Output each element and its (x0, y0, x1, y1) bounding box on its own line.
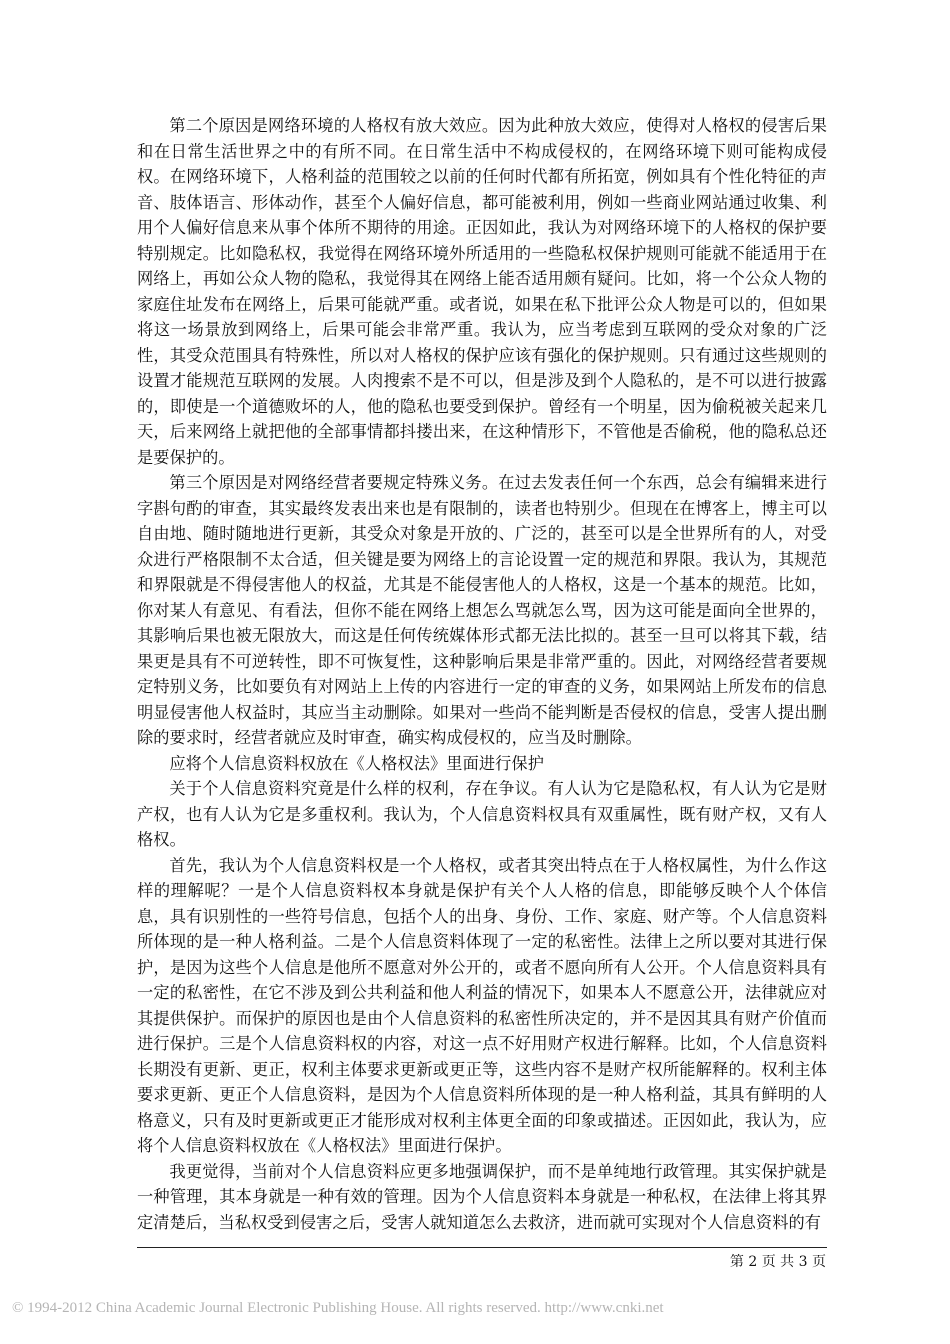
copyright-notice: © 1994-2012 China Academic Journal Electronic Publishing House. All rights reserved. http://www.cnki.net (12, 1300, 664, 1316)
paragraph-first-point: 首先，我认为个人信息资料权是一个人格权，或者其突出特点在于人格权属性，为什么作这样的理解呢？一是个人信息资料权本身就是保护有关个人人格的信息，即能够反映个人个体信息，具有识别性的一些符号信息，包括个人的出身、身份、工作、家庭、财产等。个人信息资料所体现的是一种人格利益。二是个人信息资料体现了一定的私密性。法律上之所以要对其进行保护，是因为这些个人信息是他所不愿意对外公开的，或者不愿向所有人公开。个人信息资料具有一定的私密性，在它不涉及到公共利益和他人利益的情况下，如果本人不愿意公开，法律就应对其提供保护。而保护的原因也是由个人信息资料的私密性所决定的，并不是因其具有财产价值而进行保护。三是个人信息资料权的内容，对这一点不好用财产权进行解释。比如，个人信息资料长期没有更新、更正，权利主体要求更新或更正等，这些内容不是财产权所能解释的。权利主体要求更新、更正个人信息资料，是因为个人信息资料所体现的是一种人格利益，其具有鲜明的人格意义，只有及时更新或更正才能形成对权利主体更全面的印象或描述。正因如此，我认为，应将个人信息资料权放在《人格权法》里面进行保护。 (137, 855, 827, 1155)
paragraph-third-reason: 第三个原因是对网络经营者要规定特殊义务。在过去发表任何一个东西，总会有编辑来进行字斟句酌的审查，其实最终发表出来也是有限制的，读者也特别少。但现在在博客上，博主可以自由地、随时随地进行更新，其受众对象是开放的、广泛的，甚至可以是全世界所有的人，对受众进行严格限制不太合适，但关键是要为网络上的言论设置一定的规范和界限。我认为，其规范和界限就是不得侵害他人的权益，尤其是不能侵害他人的人格权，这是一个基本的规范。比如，你对某人有意见、有看法，但你不能在网络上想怎么骂就怎么骂，因为这可能是面向全世界的，其影响后果也被无限放大，而这是任何传统媒体形式都无法比拟的。甚至一旦可以将其下载，结果更是具有不可逆转性，即不可恢复性，这种影响后果是非常严重的。因此，对网络经营者要规定特别义务，比如要负有对网站上上传的内容进行一定的审查的义务，如果网站上所发布的信息明显侵害他人权益时，其应当主动删除。如果对一些尚不能判断是否侵权的信息，受害人提出删除的要求时，经营者就应及时审查，确实构成侵权的，应当及时删除。 (137, 473, 827, 747)
page-number: 第 2 页 共 3 页 (729, 1254, 826, 1270)
footer-divider (137, 1247, 827, 1248)
section-heading: 应将个人信息资料权放在《人格权法》里面进行保护 (169, 753, 545, 773)
article-body (137, 113, 827, 1235)
paragraph-dispute: 关于个人信息资料究竟是什么样的权利，存在争议。有人认为它是隐私权，有人认为它是财产权，也有人认为它是多重权利。我认为，个人信息资料权具有双重属性，既有财产权，又有人格权。 (137, 779, 827, 849)
paragraph-second-reason: 第二个原因是网络环境的人格权有放大效应。因为此种放大效应，使得对人格权的侵害后果和在日常生活世界之中的有所不同。在日常生活中不构成侵权的，在网络环境下则可能构成侵权。在网络环境下，人格利益的范围较之以前的任何时代都有所拓宽，例如具有个性化特征的声音、肢体语言、形体动作，甚至个人偏好信息，都可能被利用，例如一些商业网站通过收集、利用个人偏好信息来从事个体所不期待的用途。正因如此，我认为对网络环境下的人格权的保护要特别规定。比如隐私权，我觉得在网络环境外所适用的一些隐私权保护规则可能就不能适用于在网络上，再如公众人物的隐私，我觉得其在网络上能否适用颇有疑问。比如，将一个公众人物的家庭住址发布在网络上，后果可能就严重。或者说，如果在私下批评公众人物是可以的，但如果将这一场景放到网络上，后果可能会非常严重。我认为，应当考虑到互联网的受众对象的广泛性，其受众范围具有特殊性，所以对人格权的保护应该有强化的保护规则。只有通过这些规则的设置才能规范互联网的发展。人肉搜索不是不可以，但是涉及到个人隐私的，是不可以进行披露的，即使是一个道德败坏的人，他的隐私也要受到保护。曾经有一个明星，因为偷税被关起来几天，后来网络上就把他的全部事情都抖搂出来，在这种情形下，不管他是否偷税，他的隐私总还是要保护的。 (137, 116, 827, 467)
paragraph-protection: 我更觉得，当前对个人信息资料应更多地强调保护，而不是单纯地行政管理。其实保护就是一种管理，其本身就是一种有效的管理。因为个人信息资料本身就是一种私权，在法律上将其界定清楚后，当私权受到侵害之后，受害人就知道怎么去救济，进而就可实现对个人信息资料的有 (137, 1161, 827, 1232)
